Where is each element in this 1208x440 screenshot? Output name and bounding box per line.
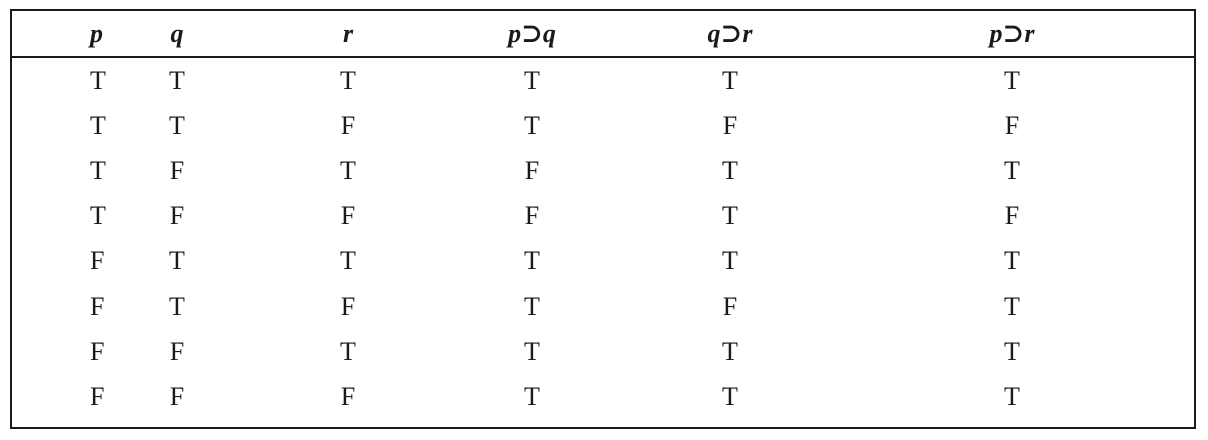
cell-q-implies-r: F (722, 110, 738, 140)
cell-p-implies-q: T (524, 336, 540, 366)
cell-p: F (90, 291, 105, 321)
cell-q-implies-r: T (722, 155, 738, 185)
cell-p-implies-q: F (524, 201, 540, 231)
cell-q: F (169, 336, 185, 366)
cell-q: F (169, 381, 185, 411)
cell-p-implies-r: T (1004, 291, 1020, 321)
cell-p-implies-q: T (524, 246, 540, 276)
cell-p-implies-q: T (524, 65, 540, 95)
cell-p-implies-r: T (1004, 155, 1020, 185)
cell-q-implies-r: F (722, 291, 738, 321)
truth-table-header (12, 11, 1194, 57)
cell-p-implies-q: T (524, 291, 540, 321)
table-row (12, 148, 1194, 193)
table-row (12, 239, 1194, 284)
cell-q-implies-r: T (722, 381, 738, 411)
table-row (12, 374, 1194, 419)
truth-table-frame (10, 9, 1196, 429)
cell-r: T (340, 155, 356, 185)
cell-p: T (90, 155, 106, 185)
table-row (12, 57, 1194, 103)
cell-p-implies-r: T (1004, 246, 1020, 276)
cell-q-implies-r: T (722, 65, 738, 95)
cell-p-implies-q: T (524, 110, 540, 140)
cell-q: T (169, 291, 185, 321)
cell-p-implies-q: T (524, 381, 540, 411)
cell-p-implies-r: F (1004, 201, 1020, 231)
cell-p: T (90, 201, 106, 231)
cell-r: F (340, 110, 356, 140)
table-row (12, 329, 1194, 374)
header-r: r (262, 11, 434, 57)
cell-p-implies-r: T (1004, 336, 1020, 366)
cell-r: T (340, 246, 356, 276)
header-p: p (12, 11, 92, 57)
cell-p-implies-r: F (1004, 110, 1020, 140)
cell-p: F (90, 336, 105, 366)
header-q: q (92, 11, 262, 57)
truth-table (12, 11, 1194, 420)
cell-q-implies-r: T (722, 336, 738, 366)
cell-p: T (90, 110, 106, 140)
cell-p: F (90, 381, 105, 411)
cell-q: F (169, 201, 185, 231)
cell-p-implies-r: T (1004, 381, 1020, 411)
cell-p: F (90, 246, 105, 276)
cell-r: F (340, 201, 356, 231)
cell-q-implies-r: T (722, 201, 738, 231)
header-q-implies-r: q⊃r (630, 11, 830, 57)
cell-p: T (90, 65, 106, 95)
cell-q: T (169, 65, 185, 95)
header-p-implies-r: p⊃r (830, 11, 1194, 57)
truth-table-body (12, 57, 1194, 420)
header-row (12, 11, 1194, 57)
cell-q-implies-r: T (722, 246, 738, 276)
cell-r: T (340, 336, 356, 366)
header-p-implies-q: p⊃q (434, 11, 630, 57)
table-row (12, 194, 1194, 239)
table-row (12, 284, 1194, 329)
cell-q: T (169, 246, 185, 276)
cell-q: T (169, 110, 185, 140)
cell-r: T (340, 65, 356, 95)
cell-q: F (169, 155, 185, 185)
table-row (12, 103, 1194, 148)
cell-p-implies-r: T (1004, 65, 1020, 95)
cell-r: F (340, 291, 356, 321)
cell-p-implies-q: F (524, 155, 540, 185)
cell-r: F (340, 381, 356, 411)
